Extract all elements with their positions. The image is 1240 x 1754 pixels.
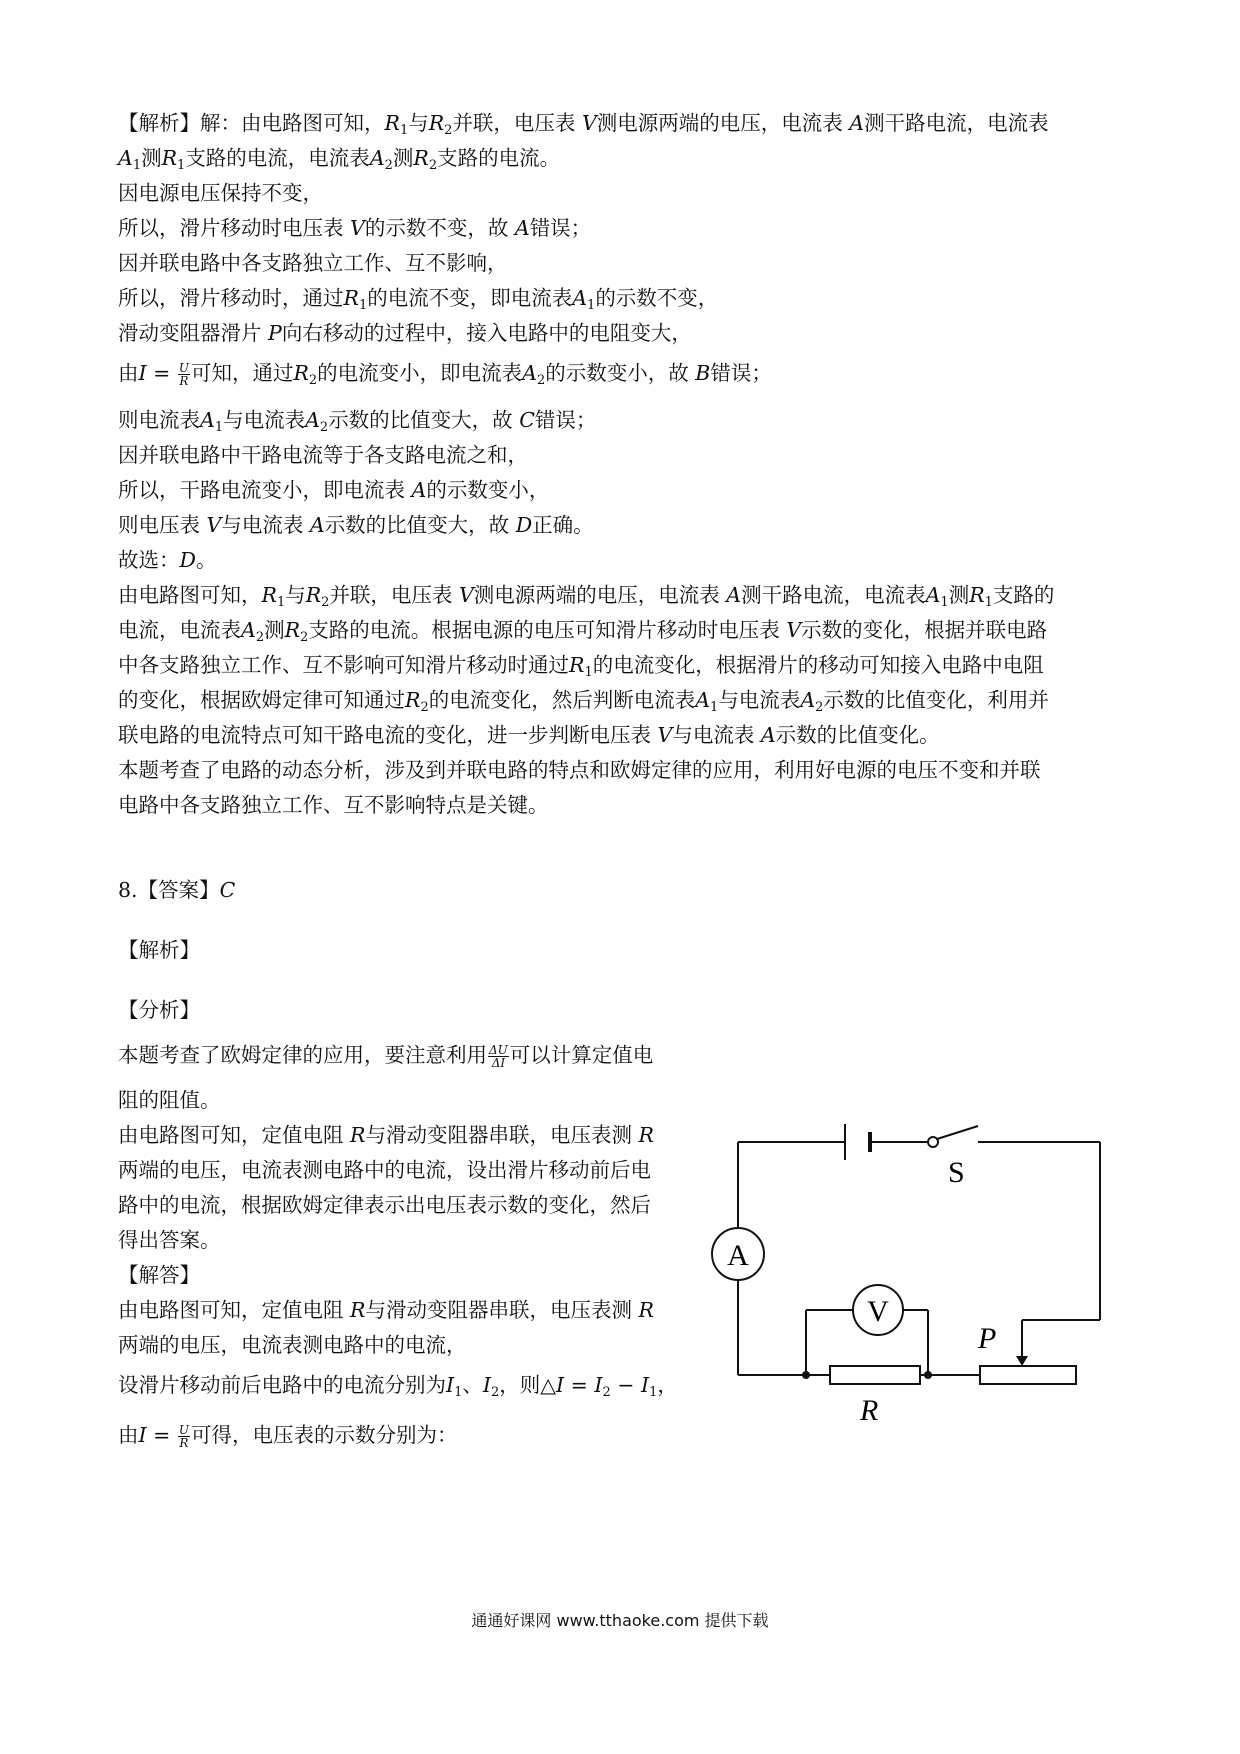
text-line: 的变化，根据欧姆定律可知通过$R_2$的电流变化，然后判断电流表$A_1$与电流表$A_2$示数的比值变化，利用并 bbox=[118, 688, 1049, 715]
text-line: 联电路的电流特点可知干路电流的变化，进一步判断电压表 V与电流表 A示数的比值变化。 bbox=[118, 723, 940, 747]
text-line: 因并联电路中各支路独立工作、互不影响， bbox=[118, 251, 508, 275]
resistor-r bbox=[830, 1366, 920, 1384]
junction-dot bbox=[924, 1371, 932, 1379]
text-line: $A_1$测$R_1$支路的电流，电流表$A_2$测$R_2$支路的电流。 bbox=[118, 146, 561, 173]
switch-lever bbox=[937, 1126, 978, 1139]
voltmeter-label: V bbox=[867, 1295, 889, 1328]
slider-arrow bbox=[1016, 1356, 1028, 1366]
answer-heading: 8.【答案】C bbox=[118, 878, 236, 902]
text-line: 由I = $\frac{U}{R}$ 可得，电压表的示数分别为： bbox=[118, 1423, 458, 1450]
text-line: 由I = $\frac{U}{R}$ 可知，通过$R_2$的电流变小，即电流表$A_2$的示数变小，故 B错误； bbox=[118, 361, 772, 388]
text-line: 两端的电压，电流表测电路中的电流， bbox=[118, 1333, 467, 1357]
switch-pivot bbox=[928, 1137, 938, 1147]
fraction-u-over-r: $\frac{U}{R}$ bbox=[178, 1423, 189, 1450]
rheostat bbox=[980, 1366, 1076, 1384]
text-line: 由电路图可知，$R_1$与$R_2$并联，电压表 V测电源两端的电压，电流表 A测干路电流，电流表$A_1$测$R_1$支路的 bbox=[118, 583, 1055, 610]
text-line: 电流，电流表$A_2$测$R_2$支路的电流。根据电源的电压可知滑片移动时电压表 V示数的变化，根据并联电路 bbox=[118, 618, 1048, 645]
text-line: 由电路图可知，定值电阻 R与滑动变阻器串联，电压表测 R bbox=[118, 1123, 654, 1147]
text-line: 路中的电流，根据欧姆定律表示出电压表示数的变化，然后 bbox=[118, 1193, 651, 1217]
circuit-diagram bbox=[727, 1120, 1110, 1427]
switch-label: S bbox=[948, 1156, 965, 1189]
text-line: 电路中各支路独立工作、互不影响特点是关键。 bbox=[118, 793, 549, 817]
text-line: 所以，滑片移动时，通过$R_1$的电流不变，即电流表$A_1$的示数不变， bbox=[118, 286, 719, 313]
text-line: 滑动变阻器滑片 P向右移动的过程中，接入电路中的电阻变大， bbox=[118, 321, 692, 345]
analysis-heading: 【解析】 bbox=[118, 938, 200, 962]
text-line: 中各支路独立工作、互不影响可知滑片移动时通过$R_1$的电流变化，根据滑片的移动可知接入电路中电阻 bbox=[118, 653, 1044, 680]
text-line: 则电压表 V与电流表 A示数的比值变大，故 D正确。 bbox=[118, 513, 594, 537]
slider-label: P bbox=[978, 1322, 997, 1355]
solution-heading: 【解答】 bbox=[118, 1263, 200, 1287]
text-line: 设滑片移动前后电路中的电流分别为$I_1$、$I_2$，则△I = $I_2 - I_1$， bbox=[118, 1373, 678, 1400]
text-line: 所以，干路电流变小，即电流表 A的示数变小， bbox=[118, 478, 550, 502]
analysis-subheading: 【分析】 bbox=[118, 998, 200, 1022]
text-line: 两端的电压，电流表测电路中的电流，设出滑片移动前后电 bbox=[118, 1158, 651, 1182]
text-line: 阻的阻值。 bbox=[118, 1088, 221, 1112]
fraction-u-over-r: $\frac{U}{R}$ bbox=[178, 361, 189, 388]
text-line: 所以，滑片移动时电压表 V的示数不变，故 A错误； bbox=[118, 216, 592, 240]
text-line: 故选：D。 bbox=[118, 548, 217, 572]
text-line: 则电流表$A_1$与电流表$A_2$示数的比值变大，故 C错误； bbox=[118, 408, 597, 435]
resistor-label: R bbox=[860, 1394, 879, 1427]
fraction-du-over-di: $\frac{\Delta U}{\Delta I}$ bbox=[489, 1043, 508, 1070]
junction-dot bbox=[802, 1371, 810, 1379]
text-line: 由电路图可知，定值电阻 R与滑动变阻器串联，电压表测 R bbox=[118, 1298, 654, 1322]
page-footer: 通通好课网 www.tthaoke.com 提供下载 bbox=[471, 1611, 769, 1630]
text-line: 本题考查了电路的动态分析，涉及到并联电路的特点和欧姆定律的应用，利用好电源的电压不变和并联 bbox=[118, 758, 1041, 782]
text-line: 因电源电压保持不变， bbox=[118, 181, 323, 205]
text-line: 得出答案。 bbox=[118, 1228, 221, 1252]
ammeter-label: A bbox=[727, 1239, 749, 1272]
text-line: 本题考查了欧姆定律的应用，要注意利用 $\frac{\Delta U}{\Delta I}$ 可以计算定值电 bbox=[118, 1043, 654, 1070]
text-line: 因并联电路中干路电流等于各支路电流之和， bbox=[118, 443, 528, 467]
text-line: 【解析】解：由电路图可知，$R_1$与$R_2$并联，电压表 V测电源两端的电压，电流表 A测干路电流，电流表 bbox=[118, 111, 1049, 138]
